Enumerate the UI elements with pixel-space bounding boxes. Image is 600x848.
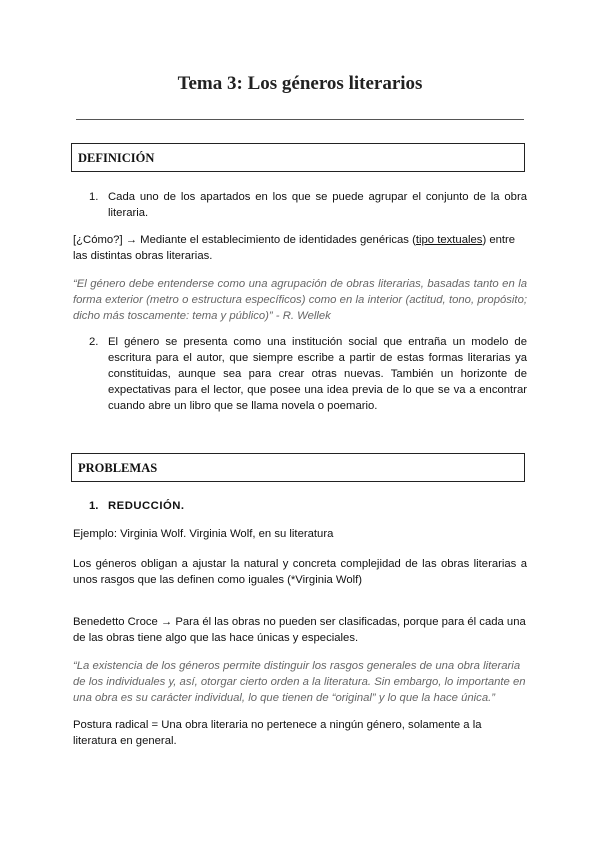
prob-item-1-number: 1.	[89, 500, 99, 512]
existencia-quote: “La existencia de los géneros permite distinguir los rasgos generales de una obra literaria de los individuales y, así, otorgar cierto orden a la literatura. Sin embargo, lo importante en una obra es su carácter individual, lo que tienen de “original” y lo que la hace única.”	[73, 660, 526, 704]
croce-paragraph: Benedetto Croce → Para él las obras no pueden ser clasificadas, porque para él cada una de las obras tiene algo que las hace únicas y especiales.	[73, 616, 526, 644]
postura-paragraph: Postura radical = Una obra literaria no pertenece a ningún género, solamente a la literatura en general.	[73, 719, 482, 747]
tipo-textuales-link[interactable]: tipo textuales	[415, 234, 483, 246]
def-item-1-number: 1.	[89, 191, 99, 203]
page-title: Tema 3: Los géneros literarios	[177, 73, 423, 94]
section-header-problemas: PROBLEMAS	[71, 453, 525, 482]
como-prefix: [¿Cómo?] → Mediante el establecimiento de identidades genéricas (	[73, 234, 416, 246]
title-divider	[76, 119, 524, 120]
section-header-definicion: DEFINICIÓN	[71, 143, 525, 172]
generos-paragraph: Los géneros obligan a ajustar la natural y concreta complejidad de las obras literarias a unos rasgos que las definen como iguales (*Virginia Wolf)	[73, 558, 527, 586]
def-item-1-text: Cada uno de los apartados en los que se puede agrupar el conjunto de la obra literaria.	[108, 191, 527, 219]
como-suffix: ) entre las distintas obras literarias.	[73, 234, 516, 262]
def-item-2-text: El género se presenta como una institución social que entraña un modelo de escritura para el autor, que siempre escribe a partir de estas formas literarias ya constituidas, aunque sea para crear otras nuevas. También un horizonte de expectativas para el lector, que posee una idea previa de lo que se va a encontrar cuando abre un libro que se llama novela o poemario.	[108, 336, 527, 412]
wellek-quote: “El género debe entenderse como una agrupación de obras literarias, basadas tanto en la forma exterior (metro o estructura específicos) como en la interior (actitud, tono, propósito; dicho más toscamente: tema y público)” - R. Wellek	[73, 278, 527, 322]
prob-item-1-text: REDUCCIÓN.	[108, 500, 185, 512]
def-item-2-number: 2.	[89, 336, 99, 348]
ejemplo-paragraph: Ejemplo: Virginia Wolf. Virginia Wolf, en su literatura	[73, 528, 334, 540]
como-paragraph	[73, 232, 527, 264]
